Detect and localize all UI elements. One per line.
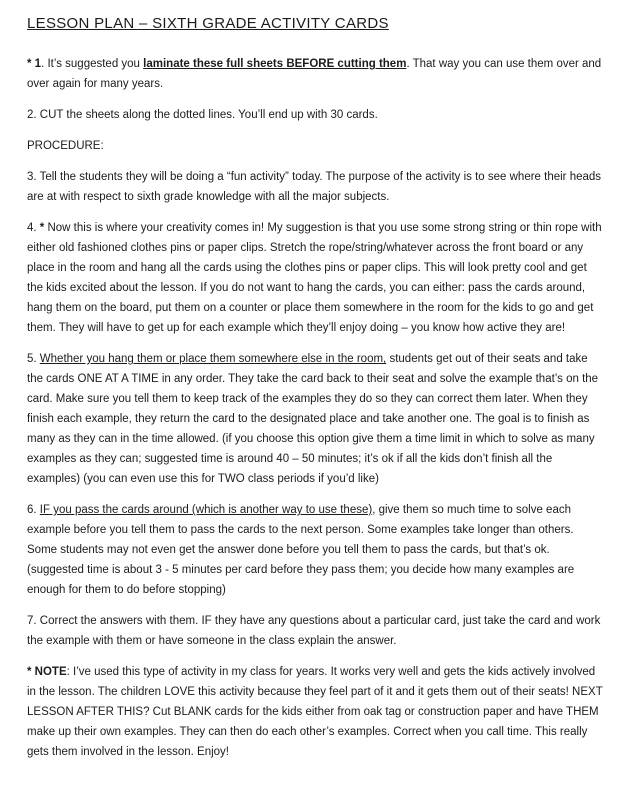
procedure-heading: [27, 136, 605, 156]
text-segment: , give them so much time to solve each example before you tell them to pass the cards to the next person. Some examples take longer than others. Some students may not even get the answer done before you tell them to pass the cards, but that’s ok. (suggested time is about 3 - 5 minutes per card before they pass them; you decide how many examples are enough for them to do before stopping): [27, 504, 575, 596]
paragraph-step-5: [27, 349, 605, 489]
text-segment: *: [39, 222, 45, 234]
text-segment: * NOTE: [27, 666, 67, 678]
text-segment: Whether you hang them or place them somewhere else in the room,: [39, 353, 387, 365]
paragraph-note: [27, 662, 605, 762]
text-segment: 7. Correct the answers with them. IF they have any questions about a particular card, just take the card and work the example with them or have someone in the class explain the answer.: [27, 615, 601, 647]
text-segment: 3. Tell the students they will be doing a “fun activity” today. The purpose of the activity is to see where their heads are at with respect to sixth grade knowledge with all the major subjects.: [27, 171, 602, 203]
text-segment: 2. CUT the sheets along the dotted lines. You’ll end up with 30 cards.: [27, 109, 378, 121]
paragraph-step-6: [27, 500, 605, 600]
text-segment: 5.: [27, 353, 40, 365]
paragraph-step-4: [27, 218, 605, 338]
text-segment: 6.: [27, 504, 40, 516]
document-title: LESSON PLAN – SIXTH GRADE ACTIVITY CARDS: [27, 15, 389, 32]
paragraph-step-2: [27, 105, 605, 125]
text-segment: 4.: [27, 222, 40, 234]
paragraph-step-3: [27, 167, 605, 207]
text-segment: IF you pass the cards around (which is another way to use these): [39, 504, 373, 516]
text-segment: PROCEDURE:: [27, 140, 104, 152]
text-segment: * 1: [27, 58, 42, 70]
text-segment: Now this is where your creativity comes in! My suggestion is that you use some strong string or thin rope with either old fashioned clothes pins or paper clips. Stretch the rope/string/whatever across the front board or any place in the room and hang all the cards using the clothes pins or paper clips. This will look pretty cool and get the kids excited about the lesson. If you do not want to hang the cards, you can either: pass the cards around, hang them on the board, put them on a counter or place them somewhere in the room for the kids to go and get them. They will have to get up for each example which they’ll enjoy doing – you know how active they are!: [27, 222, 602, 334]
text-segment: : I’ve used this type of activity in my class for years. It works very well and gets the kids actively involved in the lesson. The children LOVE this activity because they feel part of it and it gets them out of their seats! NEXT LESSON AFTER THIS? Cut BLANK cards for the kids either from oak tag or construction paper and have THEM make up their own examples. They can then do each other’s examples. Correct when you call time. This really gets them involved in the lesson. Enjoy!: [27, 666, 603, 758]
text-segment: students get out of their seats and take the cards ONE AT A TIME in any order. They take the card back to their seat and solve the example that’s on the card. Make sure you tell them to keep track of the examples they do so they can correct them later. When they finish each example, they return the card to the designated place and take another one. The goal is to finish as many as they can in the time allowed. (if you choose this option give them a time limit in which to solve as many examples as they can; suggested time is around 40 – 50 minutes; it’s ok if all the kids don’t finish all the examples) (you can even use this for TWO class periods if you’d like): [27, 353, 599, 485]
paragraph-step-1: [27, 54, 605, 94]
text-segment: laminate these full sheets BEFORE cutting them: [143, 58, 407, 70]
text-segment: . It’s suggested you: [41, 58, 144, 70]
paragraph-step-7: [27, 611, 605, 651]
document-body: [27, 54, 605, 762]
text-segment: . That way you can use them over and over again for many years.: [27, 58, 602, 90]
